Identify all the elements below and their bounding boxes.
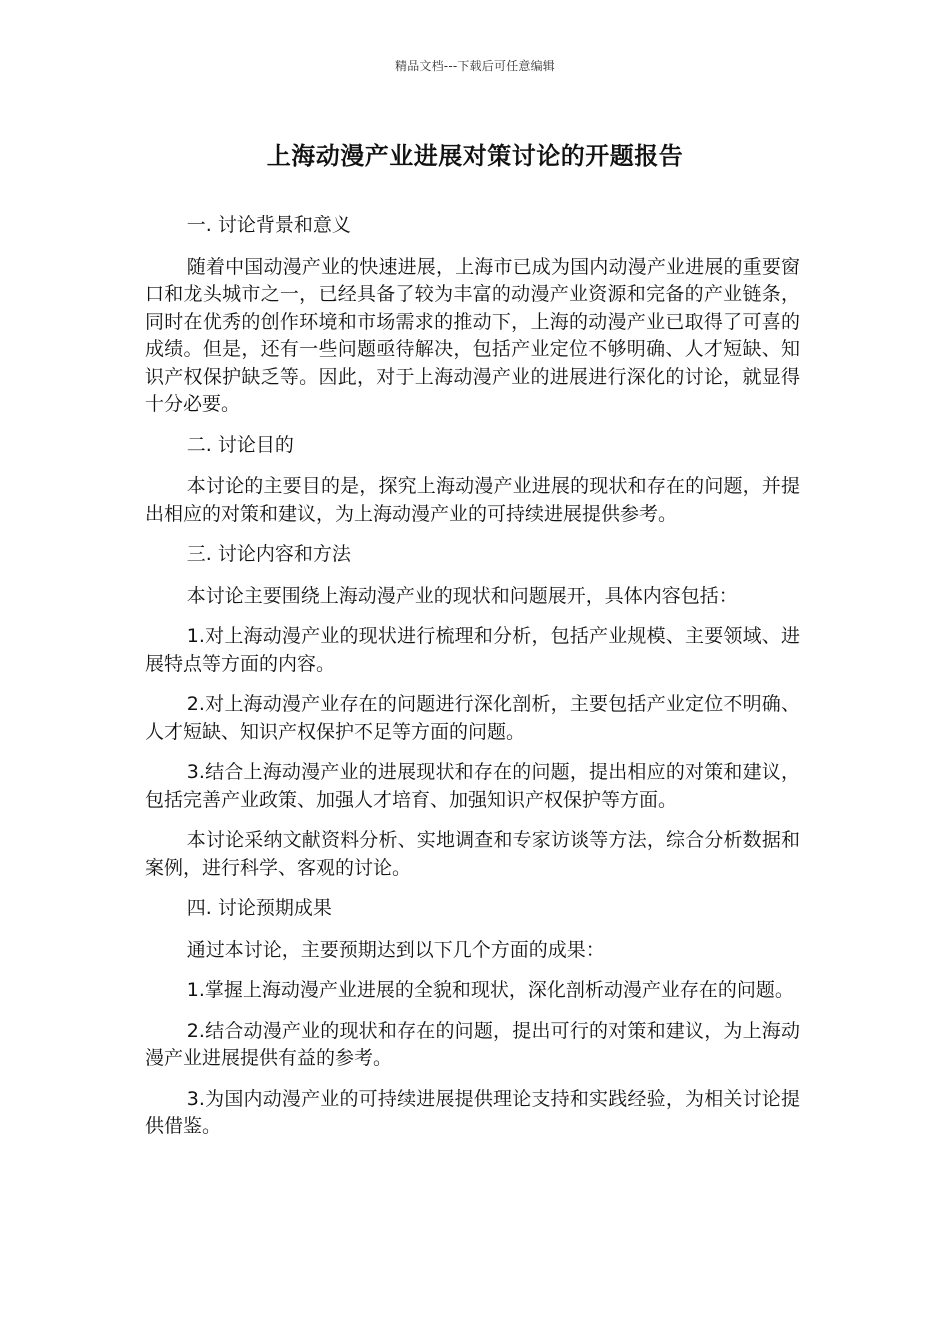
paragraph-content-intro: 本讨论主要围绕上海动漫产业的现状和问题展开，具体内容包括： — [186, 584, 738, 607]
paragraph-outcomes-intro: 通过本讨论，主要预期达到以下几个方面的成果： — [186, 938, 605, 961]
paragraph-method: 本讨论采纳文献资料分析、实地调查和专家访谈等方法，综合分析数据和案例，进行科学、客观的讨论。 — [145, 829, 800, 879]
list-item-outcome-1: 1.掌握上海动漫产业进展的全貌和现状，深化剖析动漫产业存在的问题。 — [186, 979, 794, 1001]
list-item-outcome-2: 2.结合动漫产业的现状和存在的问题，提出可行的对策和建议，为上海动漫产业进展提供有益的参考。 — [145, 1019, 800, 1069]
header-note: 精品文档---下载后可任意编辑 — [395, 59, 555, 73]
paragraph-purpose: 本讨论的主要目的是，探究上海动漫产业进展的现状和存在的问题，并提出相应的对策和建议，为上海动漫产业的可持续进展提供参考。 — [145, 475, 800, 525]
list-item-content-1: 1.对上海动漫产业的现状进行梳理和分析，包括产业规模、主要领域、进展特点等方面的内容。 — [145, 625, 800, 675]
section-heading-purpose: 二. 讨论目的 — [186, 433, 294, 456]
paragraph-background: 随着中国动漫产业的快速进展，上海市已成为国内动漫产业进展的重要窗口和龙头城市之一，已经具备了较为丰富的动漫产业资源和完备的产业链条，同时在优秀的创作环境和市场需求的推动下，上海的动漫产业已取得了可喜的成绩。但是，还有一些问题亟待解决，包括产业定位不够明确、人才短缺、知识产权保护缺乏等。因此，对于上海动漫产业的进展进行深化的讨论，就显得十分必要。 — [145, 255, 800, 415]
list-item-outcome-3: 3.为国内动漫产业的可持续进展提供理论支持和实践经验，为相关讨论提供借鉴。 — [145, 1087, 800, 1137]
section-heading-background: 一. 讨论背景和意义 — [186, 214, 351, 236]
list-item-content-2: 2.对上海动漫产业存在的问题进行深化剖析，主要包括产业定位不明确、人才短缺、知识产权保护不足等方面的问题。 — [145, 693, 800, 743]
document-body — [145, 212, 800, 1154]
list-item-content-3: 3.结合上海动漫产业的进展现状和存在的问题，提出相应的对策和建议，包括完善产业政策、加强人才培育、加强知识产权保护等方面。 — [145, 761, 800, 811]
section-heading-outcomes: 四. 讨论预期成果 — [186, 897, 332, 919]
document-title: 上海动漫产业进展对策讨论的开题报告 — [266, 142, 684, 170]
section-heading-content-method: 三. 讨论内容和方法 — [186, 543, 351, 565]
